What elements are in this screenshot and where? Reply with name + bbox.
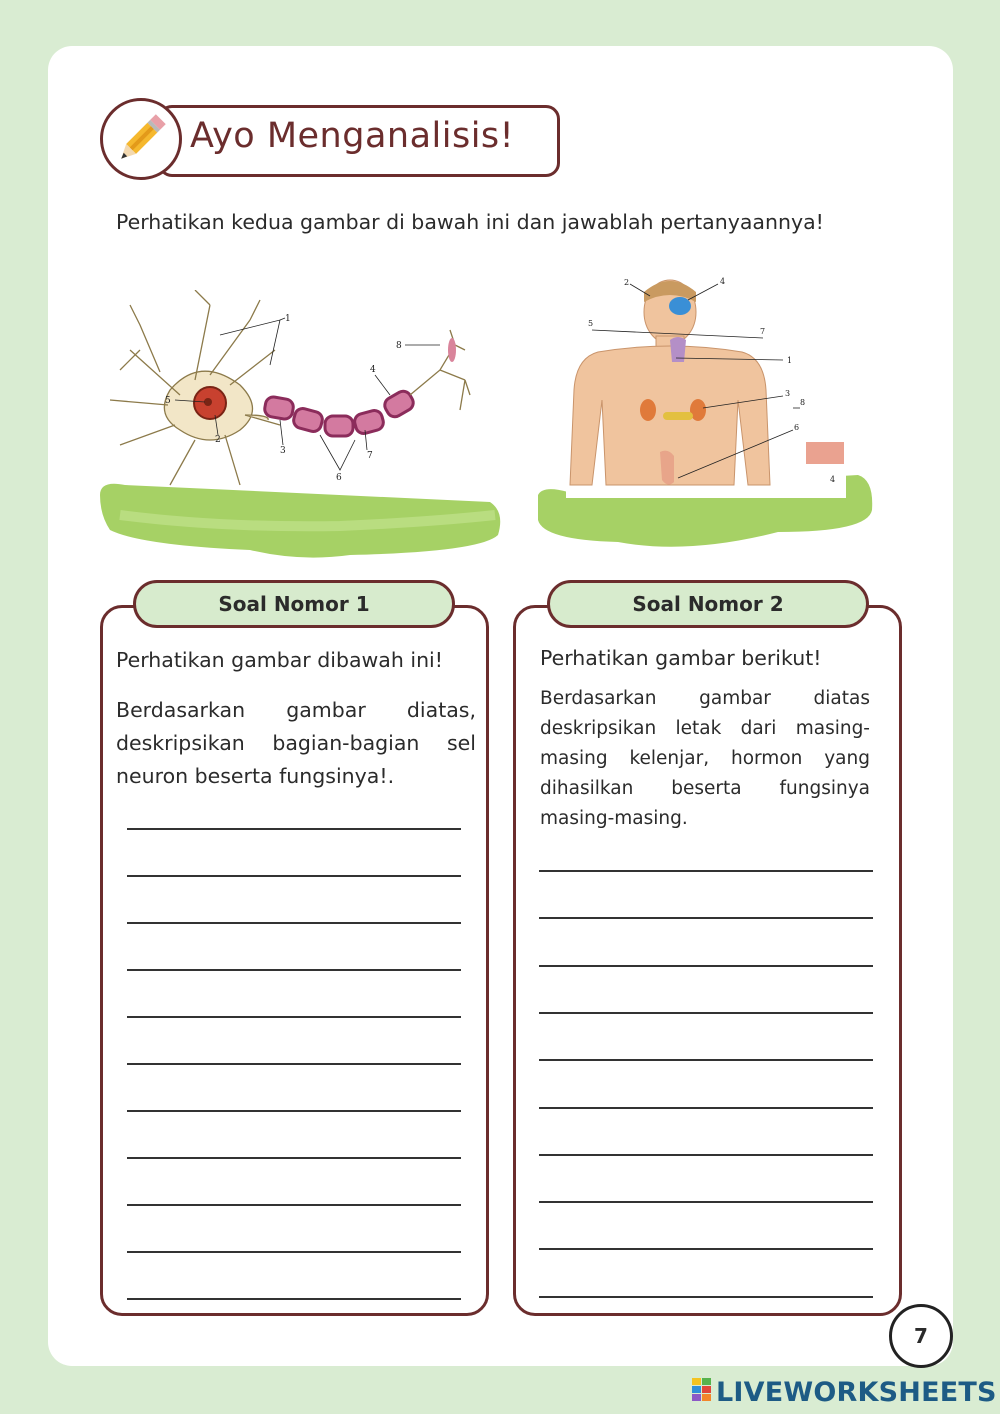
tab-soal-1: Soal Nomor 1 bbox=[133, 580, 455, 628]
answer-line[interactable] bbox=[539, 1107, 873, 1109]
answer-line[interactable] bbox=[127, 1298, 461, 1300]
answer-line[interactable] bbox=[127, 1251, 461, 1253]
body-label: 4 bbox=[720, 277, 726, 286]
body-label: 2 bbox=[624, 278, 630, 287]
myelin-sheaths bbox=[263, 388, 416, 436]
testis bbox=[660, 451, 674, 485]
question-1-text: Berdasarkan gambar diatas, deskripsikan bagian-bagian sel neuron beserta fungsinya!. bbox=[116, 698, 476, 788]
answer-line[interactable] bbox=[539, 1012, 873, 1014]
neuron-label: 3 bbox=[280, 446, 286, 456]
answer-line[interactable] bbox=[539, 1154, 873, 1156]
ovary-inset bbox=[806, 442, 844, 464]
question-2-text: Berdasarkan gambar diatas deskripsikan letak dari masing-masing kelenjar, hormon yang dihasilkan beserta fungsinya masing-masing. bbox=[540, 688, 870, 829]
answer-line[interactable] bbox=[539, 870, 873, 872]
answer-line[interactable] bbox=[127, 922, 461, 924]
neuron-label: 1 bbox=[285, 314, 291, 324]
answer-line[interactable] bbox=[127, 828, 461, 830]
answer-line[interactable] bbox=[539, 1201, 873, 1203]
body-label: 3 bbox=[785, 389, 791, 398]
neuron-label: 4 bbox=[370, 365, 376, 375]
brand-watermark: LIVEWORKSHEETS bbox=[716, 1377, 997, 1408]
instruction-text: Perhatikan kedua gambar di bawah ini dan jawablah pertanyaannya! bbox=[116, 210, 824, 234]
body-label: 6 bbox=[794, 423, 800, 432]
answer-line[interactable] bbox=[127, 1063, 461, 1065]
neuron-label: 7 bbox=[367, 451, 373, 461]
question-2-heading: Perhatikan gambar berikut! bbox=[540, 646, 822, 670]
question-1-heading: Perhatikan gambar dibawah ini! bbox=[116, 648, 443, 672]
answer-line[interactable] bbox=[127, 969, 461, 971]
answer-line[interactable] bbox=[539, 1059, 873, 1061]
neuron-label: 6 bbox=[336, 473, 342, 483]
kidney-left bbox=[640, 399, 656, 421]
answer-line[interactable] bbox=[539, 1296, 873, 1298]
body-label: 1 bbox=[787, 356, 793, 365]
answer-line[interactable] bbox=[127, 1016, 461, 1018]
answer-line[interactable] bbox=[539, 917, 873, 919]
body-label: 7 bbox=[760, 327, 766, 336]
body-label: 5 bbox=[588, 319, 594, 328]
pencil-icon bbox=[103, 101, 179, 177]
answer-line[interactable] bbox=[127, 1204, 461, 1206]
neuron-label: 5 bbox=[165, 396, 171, 406]
neuron-label: 8 bbox=[396, 341, 402, 351]
neuron-illustration bbox=[100, 290, 505, 562]
endocrine-illustration bbox=[538, 270, 874, 555]
liveworksheets-logo-icon bbox=[692, 1378, 712, 1402]
answer-line[interactable] bbox=[539, 965, 873, 967]
page-number: 7 bbox=[889, 1304, 953, 1368]
body-label: 4 bbox=[830, 475, 836, 484]
page-title: Ayo Menganalisis! bbox=[190, 116, 515, 156]
pencil-badge bbox=[100, 98, 182, 180]
pancreas bbox=[663, 412, 693, 420]
neuron-label: 2 bbox=[215, 435, 221, 445]
brain-gland bbox=[669, 297, 691, 315]
tab-soal-2: Soal Nomor 2 bbox=[547, 580, 869, 628]
answer-line[interactable] bbox=[539, 1248, 873, 1250]
answer-line[interactable] bbox=[127, 1157, 461, 1159]
answer-line[interactable] bbox=[127, 1110, 461, 1112]
answer-line[interactable] bbox=[127, 875, 461, 877]
body-label: 8 bbox=[800, 398, 806, 407]
